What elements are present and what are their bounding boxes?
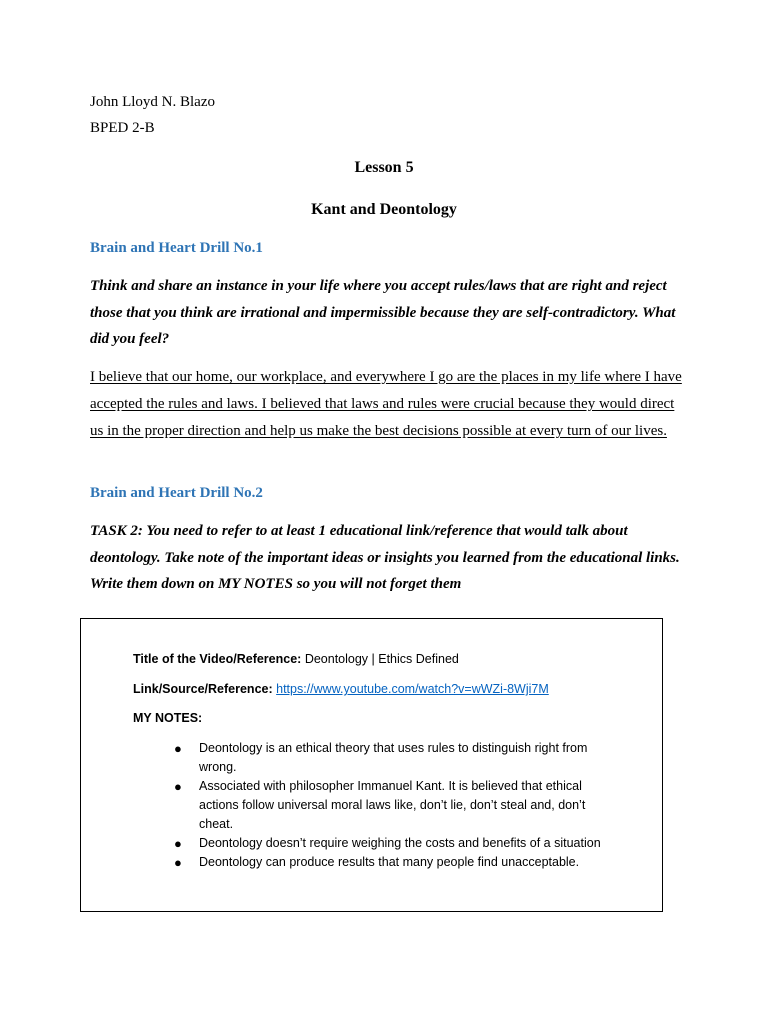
list-item: ● Deontology is an ethical theory that uses rules to distinguish right from wrong. [174, 741, 588, 774]
reference-title-row [133, 652, 459, 666]
course-section: BPED 2-B [90, 120, 155, 136]
drill-1-heading: Brain and Heart Drill No.1 [90, 240, 263, 256]
author-name: John Lloyd N. Blazo [90, 94, 215, 110]
notes-list [174, 739, 619, 872]
notes-box [80, 618, 663, 912]
reference-link-label: Link/Source/Reference: [133, 682, 273, 696]
list-item: ● Deontology doesn’t require weighing the costs and benefits of a situation [174, 836, 601, 851]
list-item: ● Associated with philosopher Immanuel Kant. It is believed that ethical actions follow universal moral laws like, don’t lie, don’t steal and, don’t cheat. [174, 779, 586, 831]
drill-2-heading: Brain and Heart Drill No.2 [90, 485, 263, 501]
reference-link-row [133, 682, 549, 696]
bullet-icon: ● [174, 779, 182, 794]
drill-1-answer: I believe that our home, our workplace, and everywhere I go are the places in my life where I have accepted the rules and laws. I believed that laws and rules were crucial because they would direct us in the proper direction and help us make the best decisions possible at every turn of our lives. [90, 369, 682, 439]
reference-link[interactable]: https://www.youtube.com/watch?v=wWZi-8Wji7M [276, 682, 549, 696]
reference-title-label: Title of the Video/Reference: [133, 652, 302, 666]
bullet-icon: ● [174, 855, 182, 870]
drill-1-prompt: Think and share an instance in your life where you accept rules/laws that are right and reject those that you think are irrational and impermissible because they are self-contradictory. What did you feel? [90, 278, 676, 347]
lesson-title: Kant and Deontology [311, 201, 457, 218]
lesson-number: Lesson 5 [354, 159, 414, 176]
list-item: ● Deontology can produce results that many people find unacceptable. [174, 855, 580, 870]
bullet-icon: ● [174, 741, 182, 756]
my-notes-label: MY NOTES: [133, 711, 203, 725]
reference-title-value: Deontology | Ethics Defined [301, 652, 459, 666]
drill-2-prompt: TASK 2: You need to refer to at least 1 educational link/reference that would talk about deontology. Take note of the important ideas or insights you learned from the educational links. Write them down on MY NOTES so you will not forget them [90, 523, 680, 592]
bullet-icon: ● [174, 836, 182, 851]
